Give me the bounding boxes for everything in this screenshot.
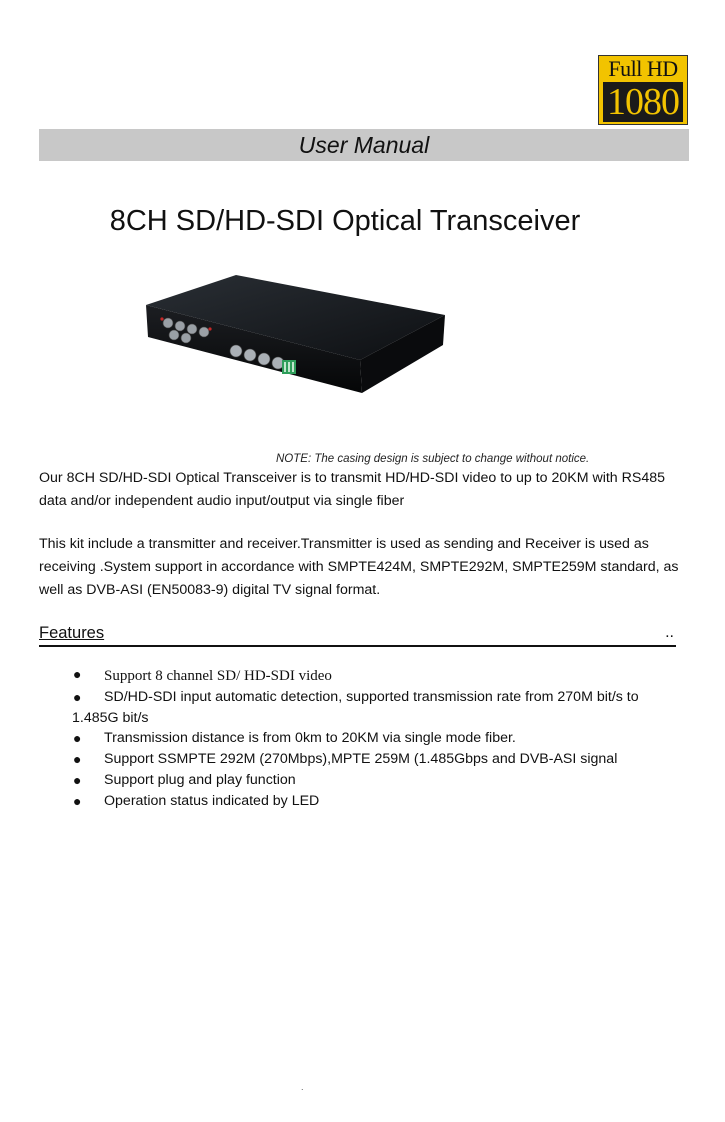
header-title: User Manual — [298, 132, 430, 158]
list-item — [39, 687, 689, 729]
features-label: Features — [39, 624, 105, 642]
bullet-icon: ● — [73, 668, 82, 683]
feature-text: Transmission distance is from 0km to 20KM via single mode fiber. — [104, 730, 516, 747]
bullet-icon: ● — [73, 751, 82, 768]
casing-note: NOTE: The casing design is subject to change without notice. — [276, 453, 590, 465]
feature-text: Operation status indicated by LED — [104, 792, 320, 809]
bullet-icon: ● — [73, 688, 82, 705]
list-item — [39, 791, 689, 812]
kit-paragraph: This kit include a transmitter and receiver.Transmitter is used as sending and Receiver is used as receiving .System support in accordance with SMPTE424M, SMPTE292M, SMPTE259M standard, as well as DVB-ASI (EN50083-9) digital TV signal format. — [39, 536, 679, 598]
feature-text: SD/HD-SDI input automatic detection, supported transmission rate from 270M bit/s to — [104, 688, 639, 705]
list-item — [39, 666, 689, 687]
logo-top-text: Full HD — [608, 56, 678, 81]
bullet-icon: ● — [73, 771, 82, 788]
full-hd-1080-logo — [598, 55, 688, 125]
feature-text: Support SSMPTE 292M (270Mbps),MPTE 259M (1.485Gbps and DVB-ASI signal — [104, 751, 618, 768]
transceiver-device-image — [140, 265, 450, 425]
logo-bottom-text: 1080 — [603, 82, 683, 122]
list-item — [39, 728, 689, 749]
features-list — [39, 666, 689, 812]
list-item — [39, 749, 689, 770]
footer-mark: . — [301, 1082, 304, 1092]
intro-paragraph: Our 8CH SD/HD-SDI Optical Transceiver is to transmit HD/HD-SDI video to up to 20KM with RS485 data and/or independent audio input/output via single fiber — [39, 470, 666, 509]
feature-text: Support 8 channel SD/ HD-SDI video — [104, 668, 332, 684]
bullet-icon: ● — [73, 792, 82, 809]
header-bar — [39, 129, 689, 161]
features-heading — [39, 623, 676, 647]
document-title: 8CH SD/HD-SDI Optical Transceiver — [109, 205, 581, 237]
list-item — [39, 770, 689, 791]
bullet-icon: ● — [73, 730, 82, 747]
features-trailing-dots: .. — [665, 624, 674, 641]
feature-text-continued: 1.485G bit/s — [72, 709, 149, 726]
feature-text: Support plug and play function — [104, 771, 296, 788]
